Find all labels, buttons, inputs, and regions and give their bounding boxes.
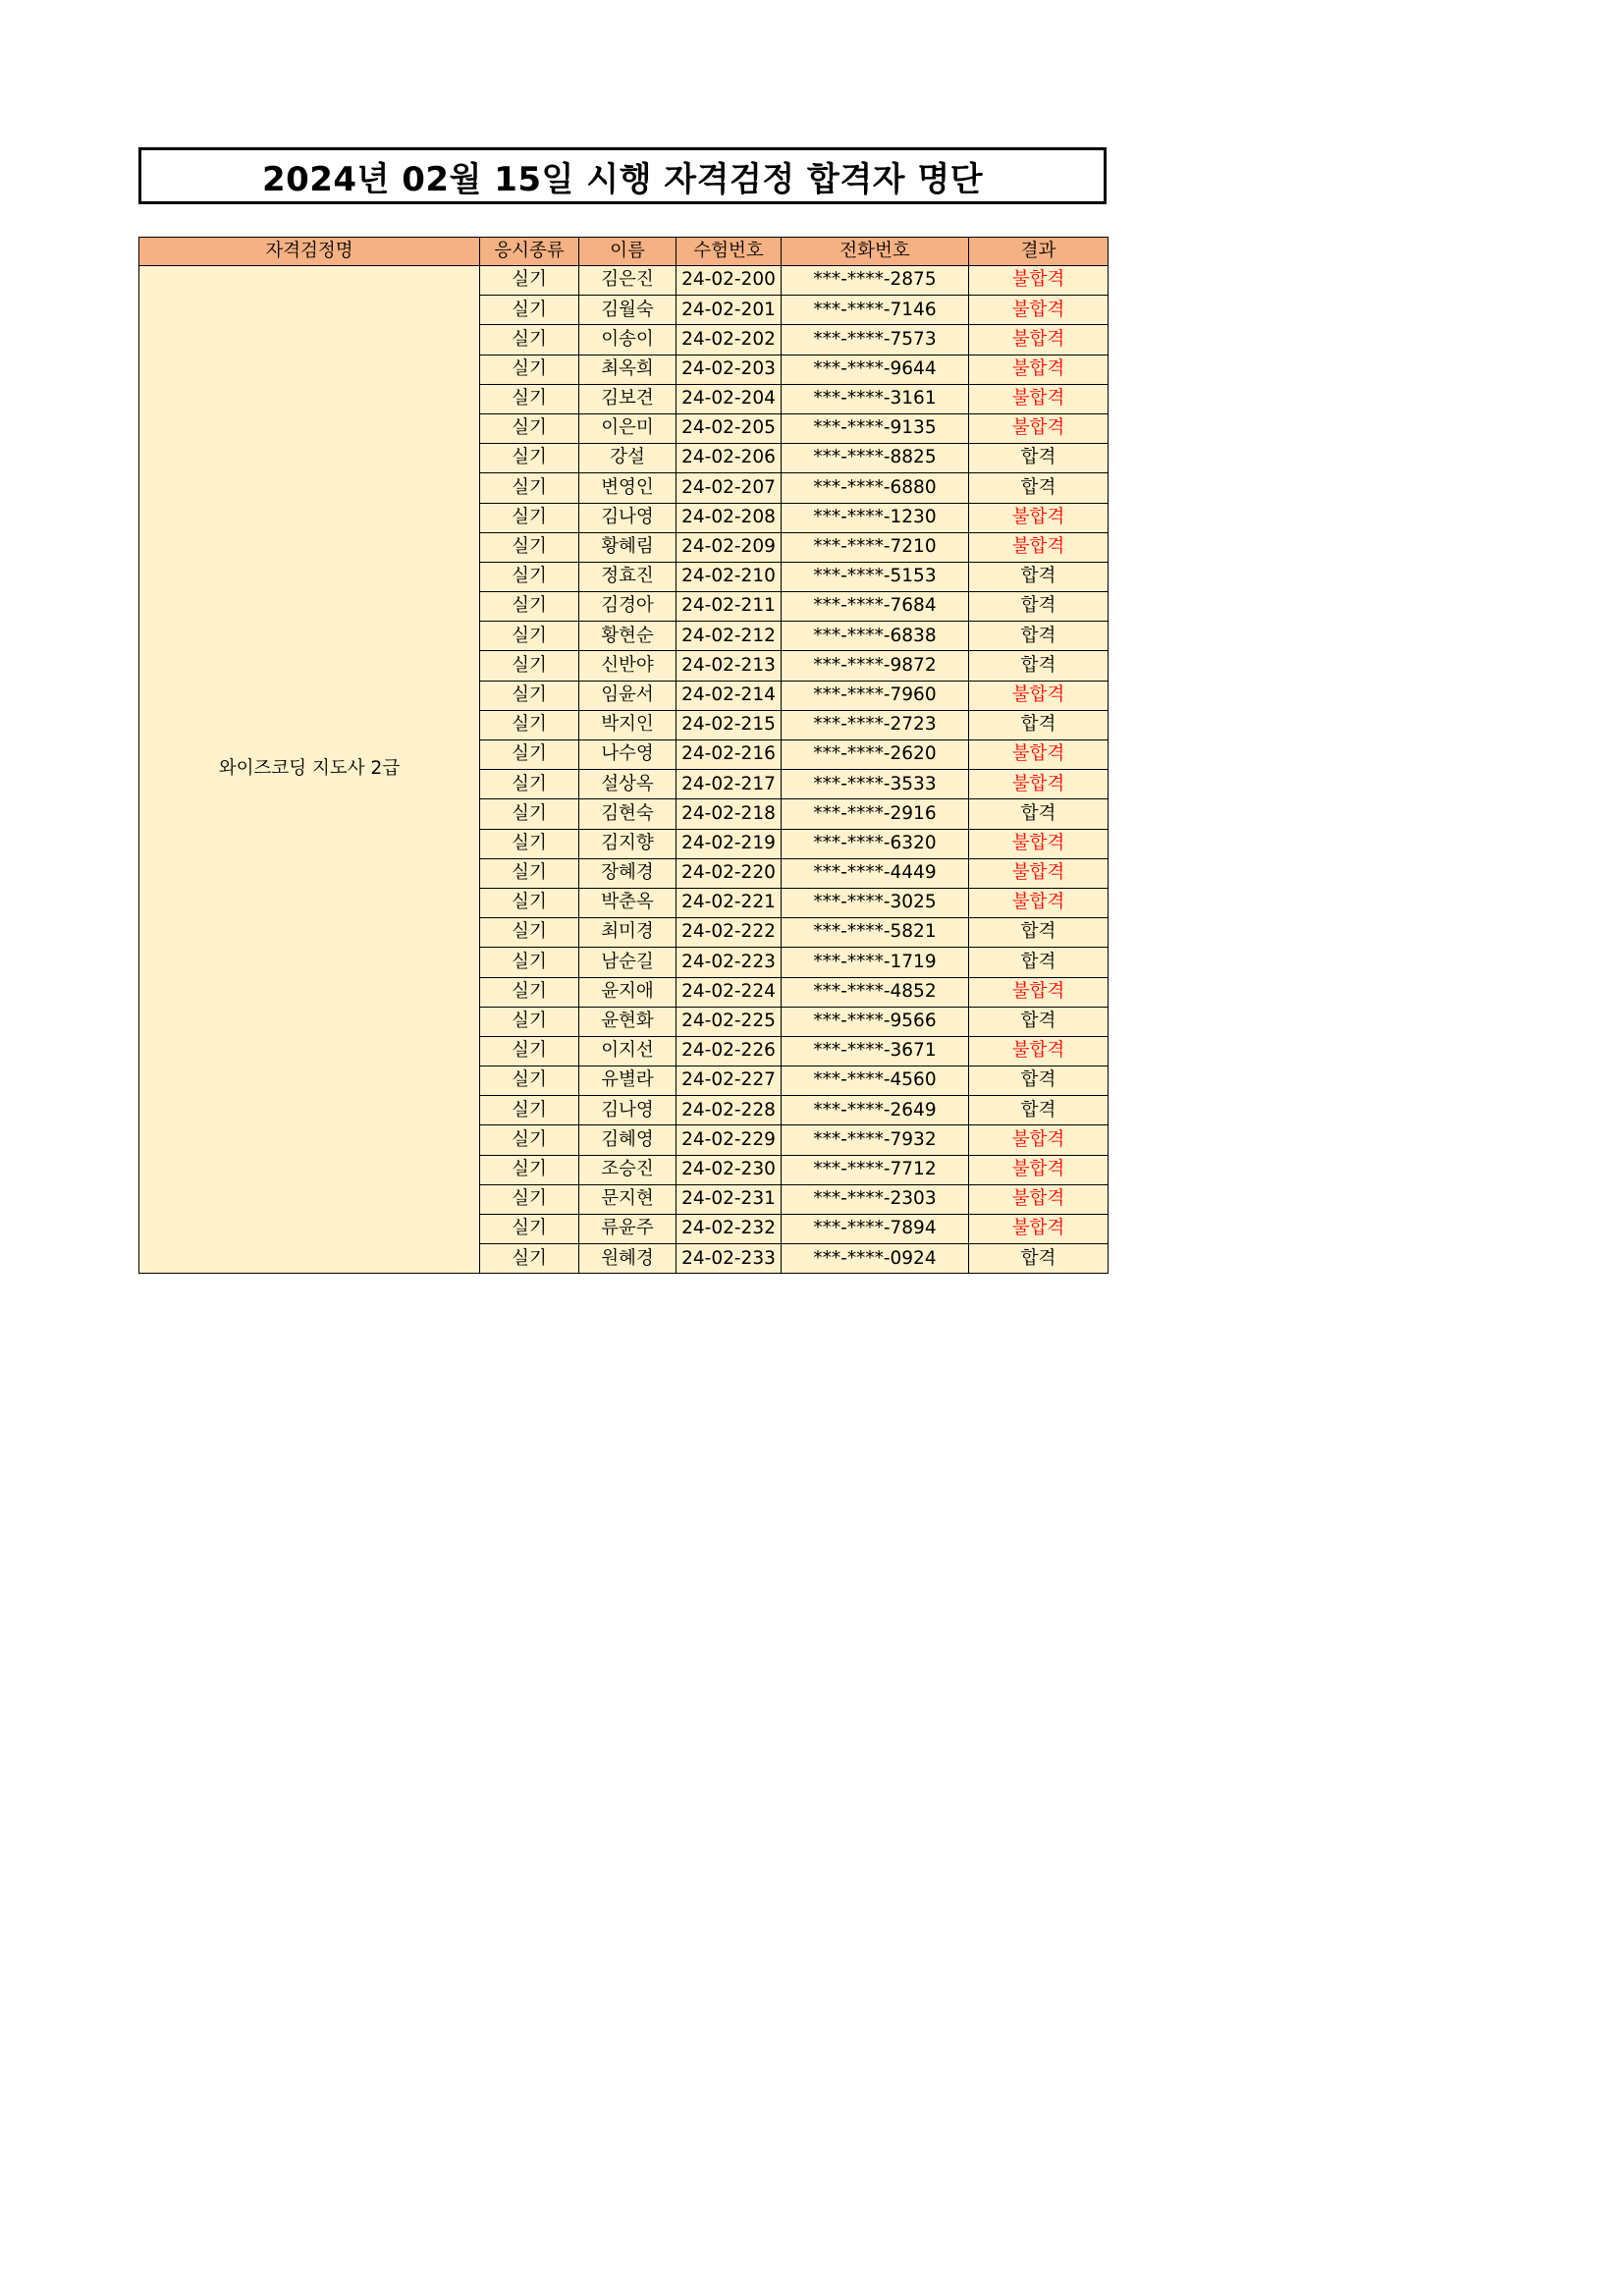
name-cell: 김은진 [579, 266, 677, 296]
name-cell: 김현숙 [579, 799, 677, 829]
exam-number-cell: 24-02-212 [677, 622, 782, 651]
result-cell: 합격 [969, 473, 1109, 503]
exam-number-cell: 24-02-223 [677, 948, 782, 977]
header-phone: 전화번호 [782, 238, 969, 266]
certification-name-cell: 와이즈코딩 지도사 2급 [139, 266, 480, 1274]
result-cell: 불합격 [969, 858, 1109, 888]
result-cell: 불합격 [969, 532, 1109, 562]
name-cell: 문지현 [579, 1184, 677, 1214]
phone-cell: ***-****-1230 [782, 503, 969, 532]
result-cell: 불합격 [969, 355, 1109, 384]
result-cell: 합격 [969, 622, 1109, 651]
exam-number-cell: 24-02-208 [677, 503, 782, 532]
exam-number-cell: 24-02-219 [677, 829, 782, 858]
phone-cell: ***-****-2303 [782, 1184, 969, 1214]
phone-cell: ***-****-4560 [782, 1066, 969, 1096]
name-cell: 박춘옥 [579, 888, 677, 917]
exam-type-cell: 실기 [480, 413, 579, 443]
name-cell: 윤현화 [579, 1007, 677, 1036]
exam-type-cell: 실기 [480, 503, 579, 532]
name-cell: 이지선 [579, 1036, 677, 1066]
exam-type-cell: 실기 [480, 770, 579, 799]
name-cell: 신반야 [579, 651, 677, 681]
exam-type-cell: 실기 [480, 710, 579, 739]
result-cell: 합격 [969, 1244, 1109, 1274]
phone-cell: ***-****-6838 [782, 622, 969, 651]
exam-number-cell: 24-02-207 [677, 473, 782, 503]
name-cell: 변영인 [579, 473, 677, 503]
exam-number-cell: 24-02-214 [677, 681, 782, 710]
exam-type-cell: 실기 [480, 858, 579, 888]
exam-number-cell: 24-02-231 [677, 1184, 782, 1214]
exam-type-cell: 실기 [480, 444, 579, 473]
exam-type-cell: 실기 [480, 1155, 579, 1184]
exam-type-cell: 실기 [480, 799, 579, 829]
phone-cell: ***-****-2723 [782, 710, 969, 739]
exam-number-cell: 24-02-215 [677, 710, 782, 739]
exam-number-cell: 24-02-213 [677, 651, 782, 681]
results-table [138, 237, 1109, 1274]
header-exam-type: 응시종류 [480, 238, 579, 266]
exam-type-cell: 실기 [480, 384, 579, 413]
header-name: 이름 [579, 238, 677, 266]
phone-cell: ***-****-7960 [782, 681, 969, 710]
exam-type-cell: 실기 [480, 325, 579, 355]
exam-type-cell: 실기 [480, 532, 579, 562]
name-cell: 김보견 [579, 384, 677, 413]
phone-cell: ***-****-0924 [782, 1244, 969, 1274]
name-cell: 김나영 [579, 1096, 677, 1125]
exam-number-cell: 24-02-210 [677, 562, 782, 591]
name-cell: 최옥희 [579, 355, 677, 384]
name-cell: 윤지애 [579, 977, 677, 1007]
exam-type-cell: 실기 [480, 1036, 579, 1066]
exam-number-cell: 24-02-217 [677, 770, 782, 799]
name-cell: 김경아 [579, 592, 677, 622]
result-cell: 합격 [969, 444, 1109, 473]
exam-number-cell: 24-02-227 [677, 1066, 782, 1096]
name-cell: 정효진 [579, 562, 677, 591]
name-cell: 강설 [579, 444, 677, 473]
name-cell: 임윤서 [579, 681, 677, 710]
header-result: 결과 [969, 238, 1109, 266]
exam-type-cell: 실기 [480, 740, 579, 770]
phone-cell: ***-****-6320 [782, 829, 969, 858]
exam-type-cell: 실기 [480, 1125, 579, 1155]
exam-number-cell: 24-02-218 [677, 799, 782, 829]
exam-number-cell: 24-02-200 [677, 266, 782, 296]
result-cell: 불합격 [969, 384, 1109, 413]
exam-number-cell: 24-02-230 [677, 1155, 782, 1184]
exam-number-cell: 24-02-225 [677, 1007, 782, 1036]
phone-cell: ***-****-5153 [782, 562, 969, 591]
result-cell: 합격 [969, 592, 1109, 622]
result-cell: 불합격 [969, 296, 1109, 325]
name-cell: 최미경 [579, 918, 677, 948]
name-cell: 이은미 [579, 413, 677, 443]
exam-number-cell: 24-02-203 [677, 355, 782, 384]
result-cell: 합격 [969, 1007, 1109, 1036]
result-cell: 불합격 [969, 325, 1109, 355]
result-cell: 불합격 [969, 503, 1109, 532]
result-cell: 합격 [969, 1066, 1109, 1096]
table-row [139, 266, 1109, 296]
exam-number-cell: 24-02-216 [677, 740, 782, 770]
phone-cell: ***-****-9135 [782, 413, 969, 443]
phone-cell: ***-****-7684 [782, 592, 969, 622]
exam-number-cell: 24-02-224 [677, 977, 782, 1007]
exam-type-cell: 실기 [480, 266, 579, 296]
exam-number-cell: 24-02-205 [677, 413, 782, 443]
exam-number-cell: 24-02-226 [677, 1036, 782, 1066]
result-cell: 불합격 [969, 1036, 1109, 1066]
phone-cell: ***-****-4852 [782, 977, 969, 1007]
exam-number-cell: 24-02-229 [677, 1125, 782, 1155]
exam-type-cell: 실기 [480, 622, 579, 651]
name-cell: 김지향 [579, 829, 677, 858]
name-cell: 조승진 [579, 1155, 677, 1184]
result-cell: 합격 [969, 562, 1109, 591]
name-cell: 김월숙 [579, 296, 677, 325]
phone-cell: ***-****-2649 [782, 1096, 969, 1125]
phone-cell: ***-****-3025 [782, 888, 969, 917]
result-cell: 합격 [969, 948, 1109, 977]
exam-type-cell: 실기 [480, 1096, 579, 1125]
result-cell: 불합격 [969, 829, 1109, 858]
phone-cell: ***-****-6880 [782, 473, 969, 503]
exam-number-cell: 24-02-220 [677, 858, 782, 888]
name-cell: 류윤주 [579, 1215, 677, 1244]
name-cell: 김혜영 [579, 1125, 677, 1155]
result-cell: 합격 [969, 918, 1109, 948]
exam-type-cell: 실기 [480, 1184, 579, 1214]
phone-cell: ***-****-7894 [782, 1215, 969, 1244]
exam-number-cell: 24-02-222 [677, 918, 782, 948]
exam-type-cell: 실기 [480, 918, 579, 948]
name-cell: 박지인 [579, 710, 677, 739]
phone-cell: ***-****-1719 [782, 948, 969, 977]
phone-cell: ***-****-7712 [782, 1155, 969, 1184]
name-cell: 유별라 [579, 1066, 677, 1096]
result-cell: 불합격 [969, 1125, 1109, 1155]
header-exam-number: 수험번호 [677, 238, 782, 266]
result-cell: 불합격 [969, 740, 1109, 770]
phone-cell: ***-****-7932 [782, 1125, 969, 1155]
phone-cell: ***-****-7573 [782, 325, 969, 355]
name-cell: 황혜림 [579, 532, 677, 562]
phone-cell: ***-****-2620 [782, 740, 969, 770]
name-cell: 장혜경 [579, 858, 677, 888]
result-cell: 불합격 [969, 770, 1109, 799]
phone-cell: ***-****-3161 [782, 384, 969, 413]
exam-type-cell: 실기 [480, 355, 579, 384]
phone-cell: ***-****-2916 [782, 799, 969, 829]
exam-type-cell: 실기 [480, 829, 579, 858]
exam-number-cell: 24-02-221 [677, 888, 782, 917]
name-cell: 남순길 [579, 948, 677, 977]
exam-type-cell: 실기 [480, 1066, 579, 1096]
result-cell: 불합격 [969, 888, 1109, 917]
result-cell: 합격 [969, 651, 1109, 681]
exam-type-cell: 실기 [480, 562, 579, 591]
result-cell: 불합격 [969, 413, 1109, 443]
exam-type-cell: 실기 [480, 296, 579, 325]
result-cell: 불합격 [969, 1184, 1109, 1214]
result-cell: 합격 [969, 799, 1109, 829]
exam-number-cell: 24-02-232 [677, 1215, 782, 1244]
name-cell: 김나영 [579, 503, 677, 532]
exam-type-cell: 실기 [480, 1007, 579, 1036]
name-cell: 설상옥 [579, 770, 677, 799]
header-certification: 자격검정명 [139, 238, 480, 266]
result-cell: 합격 [969, 710, 1109, 739]
phone-cell: ***-****-3671 [782, 1036, 969, 1066]
exam-number-cell: 24-02-204 [677, 384, 782, 413]
phone-cell: ***-****-9566 [782, 1007, 969, 1036]
phone-cell: ***-****-3533 [782, 770, 969, 799]
exam-type-cell: 실기 [480, 473, 579, 503]
exam-number-cell: 24-02-233 [677, 1244, 782, 1274]
exam-number-cell: 24-02-228 [677, 1096, 782, 1125]
phone-cell: ***-****-7210 [782, 532, 969, 562]
phone-cell: ***-****-7146 [782, 296, 969, 325]
result-cell: 불합격 [969, 266, 1109, 296]
exam-type-cell: 실기 [480, 1215, 579, 1244]
phone-cell: ***-****-9872 [782, 651, 969, 681]
exam-number-cell: 24-02-211 [677, 592, 782, 622]
name-cell: 황현순 [579, 622, 677, 651]
result-cell: 불합격 [969, 1155, 1109, 1184]
exam-type-cell: 실기 [480, 651, 579, 681]
phone-cell: ***-****-9644 [782, 355, 969, 384]
exam-number-cell: 24-02-209 [677, 532, 782, 562]
result-cell: 불합격 [969, 1215, 1109, 1244]
name-cell: 나수영 [579, 740, 677, 770]
phone-cell: ***-****-8825 [782, 444, 969, 473]
phone-cell: ***-****-5821 [782, 918, 969, 948]
result-cell: 합격 [969, 1096, 1109, 1125]
exam-type-cell: 실기 [480, 1244, 579, 1274]
page-title: 2024년 02월 15일 시행 자격검정 합격자 명단 [138, 147, 1107, 204]
exam-type-cell: 실기 [480, 592, 579, 622]
exam-type-cell: 실기 [480, 977, 579, 1007]
exam-type-cell: 실기 [480, 681, 579, 710]
exam-number-cell: 24-02-202 [677, 325, 782, 355]
result-cell: 불합격 [969, 681, 1109, 710]
name-cell: 이송이 [579, 325, 677, 355]
exam-type-cell: 실기 [480, 948, 579, 977]
header-row [139, 238, 1109, 266]
exam-type-cell: 실기 [480, 888, 579, 917]
name-cell: 원혜경 [579, 1244, 677, 1274]
phone-cell: ***-****-4449 [782, 858, 969, 888]
exam-number-cell: 24-02-201 [677, 296, 782, 325]
phone-cell: ***-****-2875 [782, 266, 969, 296]
result-cell: 불합격 [969, 977, 1109, 1007]
exam-number-cell: 24-02-206 [677, 444, 782, 473]
